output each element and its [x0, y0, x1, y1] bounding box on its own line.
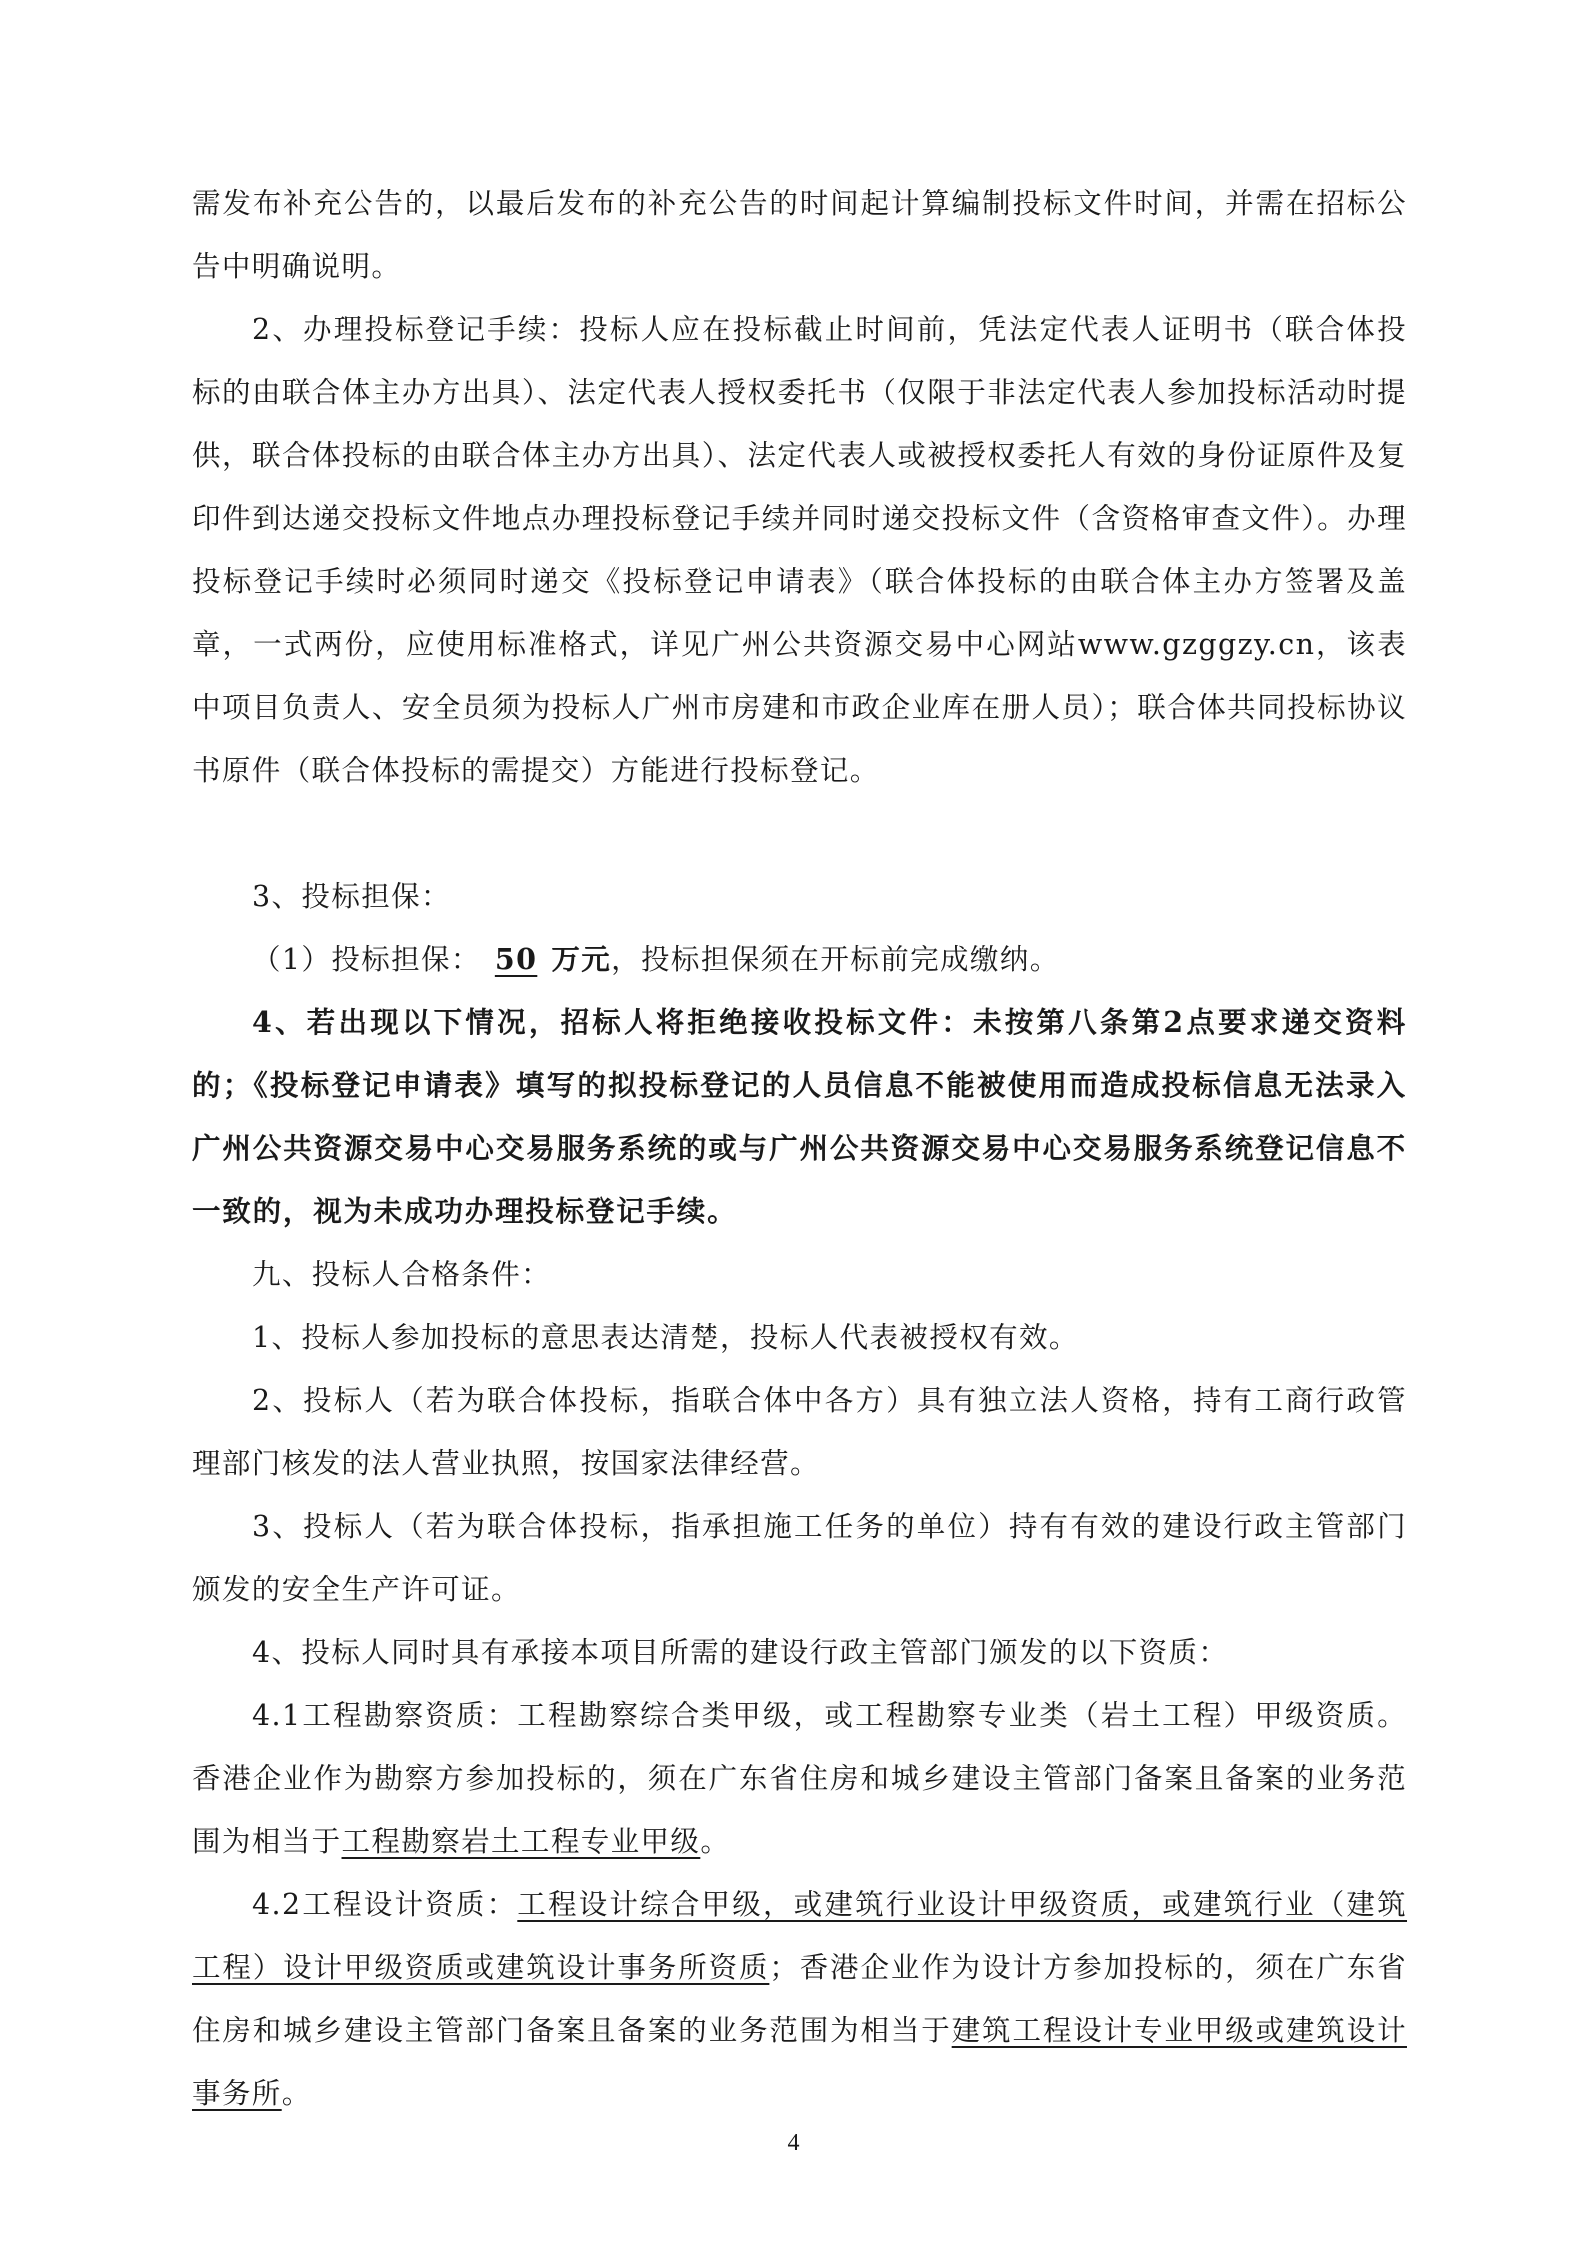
- paragraph-text: 2、办理投标登记手续：投标人应在投标截止时间前，凭法定代表人证明书（联合体投标的由联合体主办方出具）、法定代表人授权委托书（仅限于非法定代表人参加投标活动时提供，联合体投标的由联合体主办方出具）、法定代表人或被授权委托人有效的身份证原件及复印件到达递交投标文件地点办理投标登记手续并同时递交投标文件（含资格审查文件）。办理投标登记手续时必须同时递交《投标登记申请表》（联合体投标的由联合体主办方签署及盖章，一式两份，应使用标准格式，详见广州公共资源交易中心网站www.gzggzy.cn，该表中项目负责人、安全员须为投标人广州市房建和市政企业库在册人员）；联合体共同投标协议书原件（联合体投标的需提交）方能进行投标登记。: [192, 313, 1407, 787]
- guarantee-note: ，投标担保须在开标前完成缴纳。: [611, 943, 1060, 976]
- paragraph-registration: [192, 298, 1407, 802]
- paragraph-guarantee-heading: [192, 865, 1407, 928]
- paragraph-text: 4.1工程勘察资质：工程勘察综合类甲级，或工程勘察专业类（岩土工程）甲级资质。香港企业作为勘察方参加投标的，须在广东省住房和城乡建设主管部门备案且备案的业务范围为相当于: [192, 1699, 1407, 1858]
- paragraph-text: ；香港企业作为设计方参加投标的，须在广东省住房和城乡建设主管部门备案且备案的业务范围为相当于: [192, 1951, 1407, 2047]
- underlined-requirement: 建筑工程设计专业甲级或建筑设计事务所: [192, 2014, 1407, 2110]
- paragraph-text: 3、投标人（若为联合体投标，指承担施工任务的单位）持有有效的建设行政主管部门颁发的安全生产许可证。: [192, 1510, 1407, 1606]
- paragraph-guarantee-amount: [192, 928, 1407, 991]
- paragraph-design-qualification: [192, 1873, 1407, 2125]
- paragraph-supplement-notice: [192, 172, 1407, 298]
- paragraph-text: 2、投标人（若为联合体投标，指联合体中各方）具有独立法人资格，持有工商行政管理部门核发的法人营业执照，按国家法律经营。: [192, 1384, 1407, 1480]
- guarantee-amount: 50: [494, 942, 538, 976]
- paragraph-text: 1、投标人参加投标的意思表达清楚，投标人代表被授权有效。: [252, 1321, 1079, 1354]
- paragraph-text: 3、投标担保：: [252, 880, 451, 913]
- paragraph-text: 。: [281, 2077, 312, 2110]
- paragraph-text: 4.2工程设计资质：: [252, 1888, 518, 1921]
- paragraph-text: 。: [700, 1825, 731, 1858]
- page-number: 4: [787, 2130, 800, 2156]
- paragraph-text: 4、投标人同时具有承接本项目所需的建设行政主管部门颁发的以下资质：: [252, 1636, 1229, 1669]
- section-heading-bidder-qualification: [192, 1243, 1407, 1306]
- paragraph-text: 九、投标人合格条件：: [252, 1258, 552, 1291]
- paragraph-qualification-3: [192, 1495, 1407, 1621]
- paragraph-text: 4、若出现以下情况，招标人将拒绝接收投标文件：未按第八条第2点要求递交资料的；《投标登记申请表》填写的拟投标登记的人员信息不能被使用而造成投标信息无法录入广州公共资源交易中心交易服务系统的或与广州公共资源交易中心交易服务系统登记信息不一致的，视为未成功办理投标登记手续。: [192, 1005, 1407, 1228]
- paragraph-qualification-1: [192, 1306, 1407, 1369]
- paragraph-rejection-conditions: [192, 991, 1407, 1243]
- guarantee-label: （1）投标担保：: [252, 943, 481, 976]
- guarantee-unit: 万元: [551, 942, 612, 976]
- paragraph-survey-qualification: [192, 1684, 1407, 1873]
- paragraph-text: 需发布补充公告的，以最后发布的补充公告的时间起计算编制投标文件时间，并需在招标公告中明确说明。: [192, 187, 1407, 283]
- paragraph-qualification-2: [192, 1369, 1407, 1495]
- paragraph-qualification-4: [192, 1621, 1407, 1684]
- underlined-requirement: 工程勘察岩土工程专业甲级: [341, 1825, 701, 1858]
- underlined-requirement: 工程设计综合甲级，或建筑行业设计甲级资质，或建筑行业（建筑工程）设计甲级资质或建筑设计事务所资质: [192, 1888, 1408, 1984]
